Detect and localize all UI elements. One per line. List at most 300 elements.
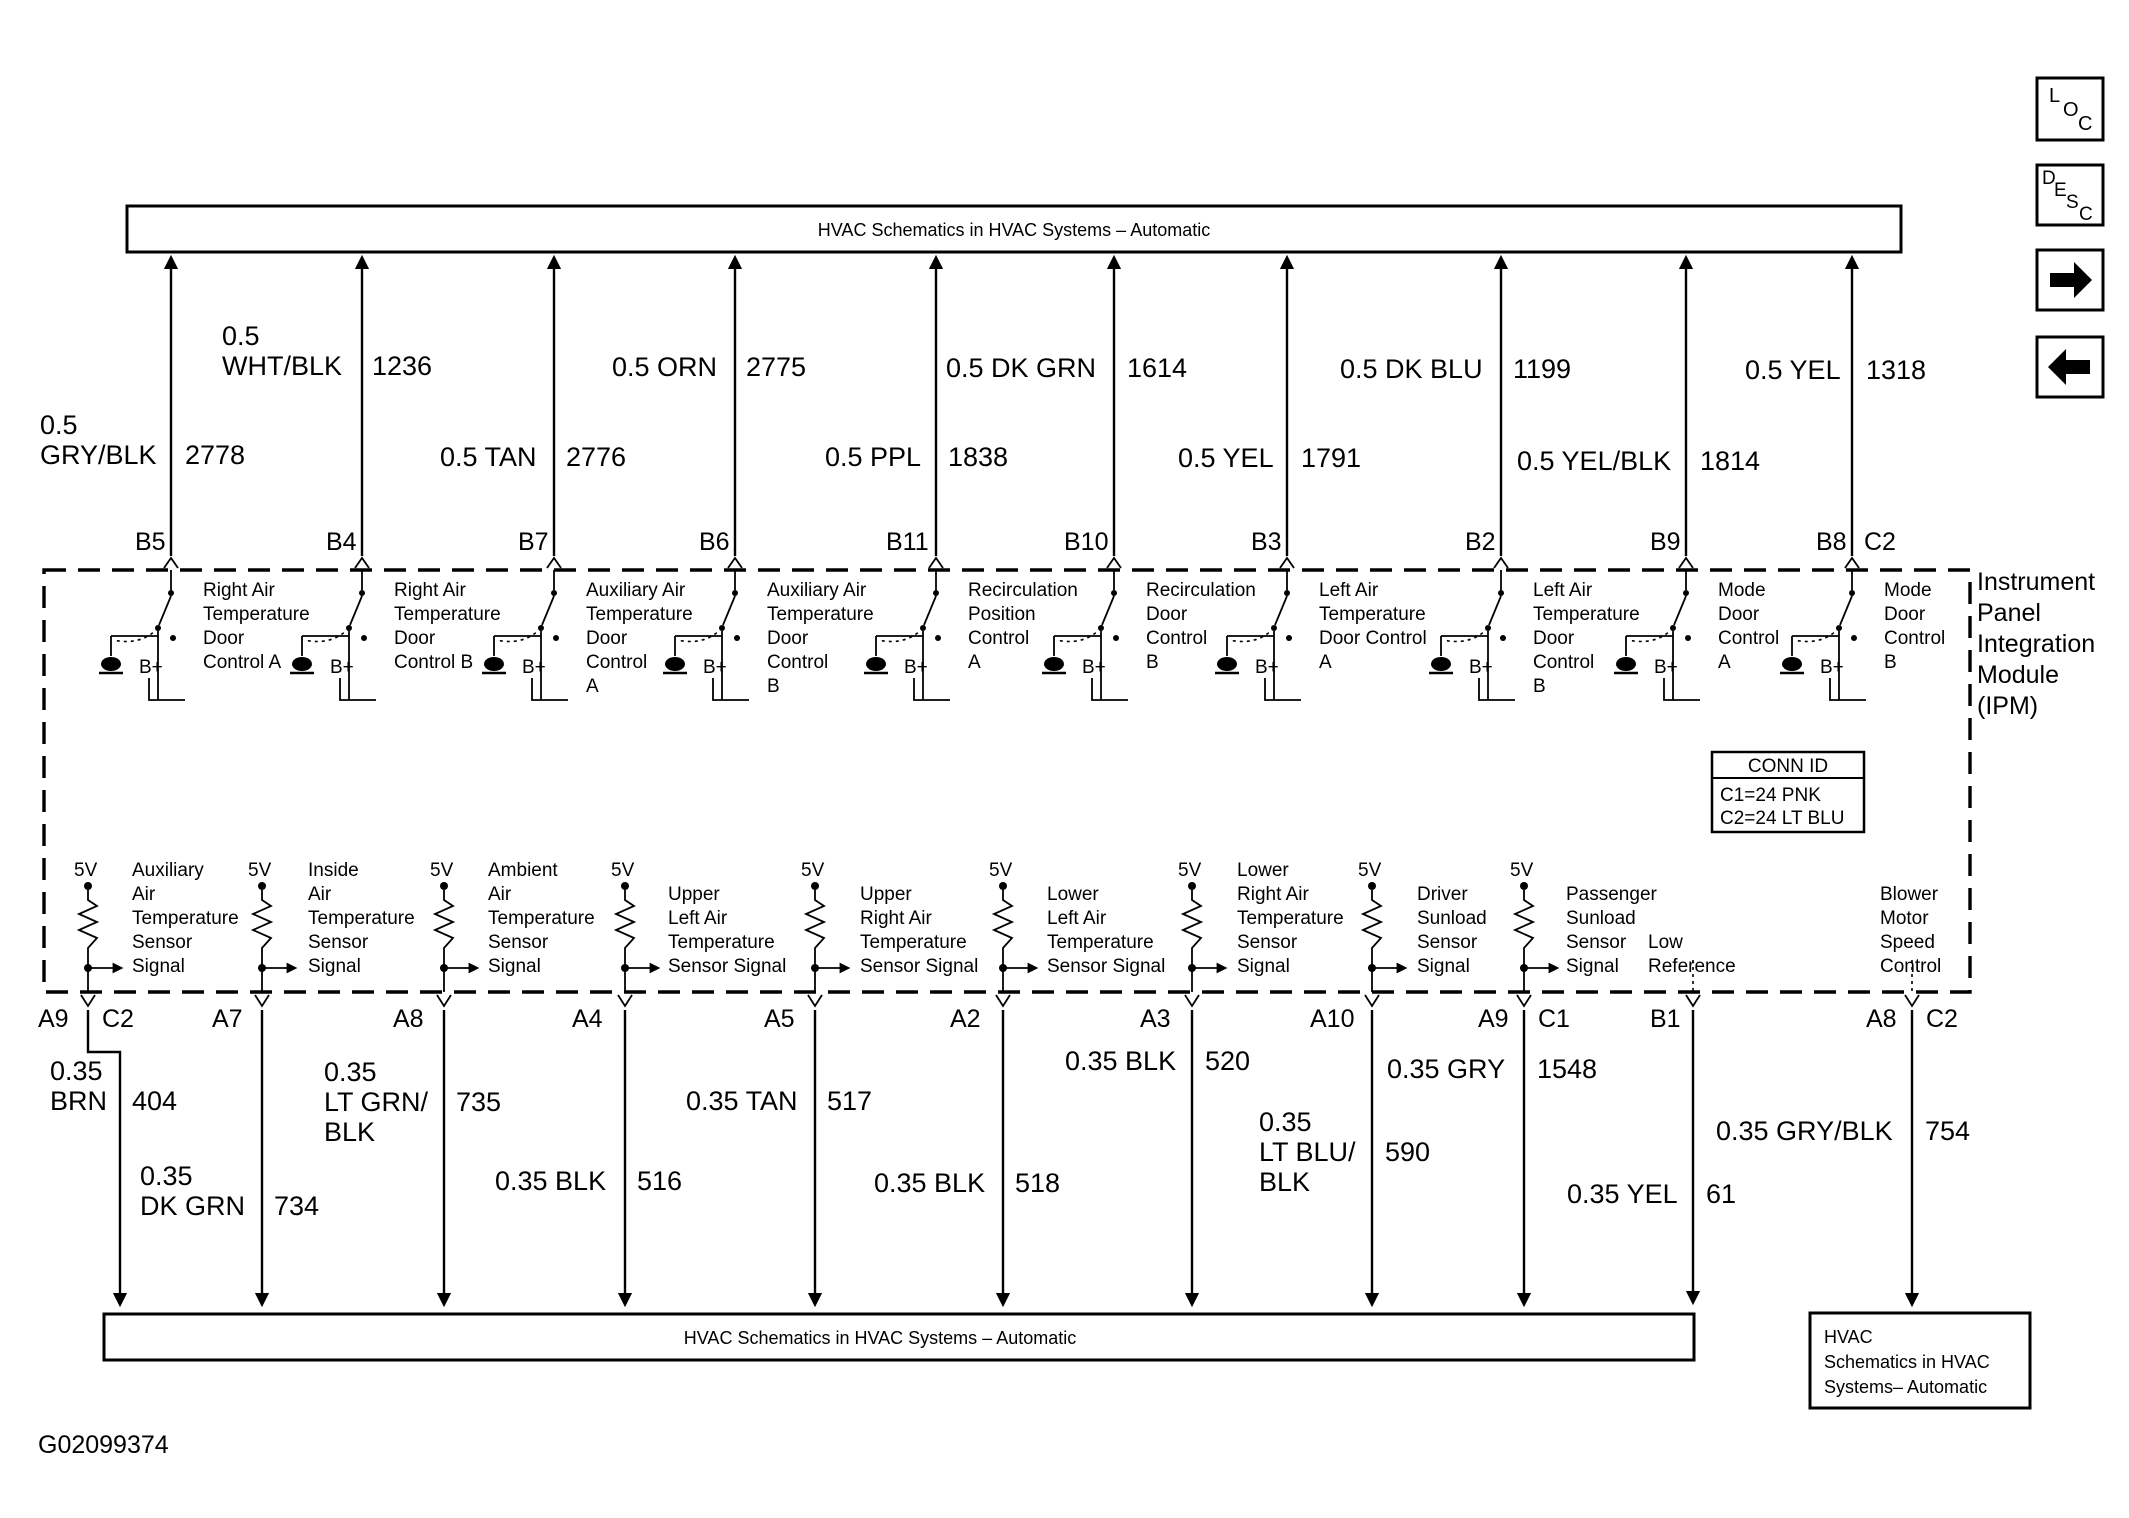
pin-label: A9	[38, 1005, 69, 1033]
function-label: Right Air	[394, 580, 466, 601]
connector-chevron	[1845, 558, 1859, 568]
pin-label: B3	[1251, 528, 1282, 556]
conn-id-box	[1712, 752, 1864, 832]
function-label: Left Air	[1047, 908, 1107, 929]
connector-label: C2	[1926, 1005, 1958, 1033]
pin-label: B8	[1816, 528, 1847, 556]
ground-icon	[292, 657, 312, 671]
circuit-number: 754	[1925, 1116, 1971, 1146]
function-label: Recirculation	[968, 580, 1078, 601]
switch-contact-2	[935, 635, 941, 641]
connector-chevron	[255, 995, 269, 1006]
function-label: Sensor	[308, 932, 369, 953]
switch-blade	[159, 596, 171, 625]
ground-icon	[1782, 657, 1802, 671]
switch-contact-2	[1113, 635, 1119, 641]
function-label: Door Control	[1319, 628, 1427, 649]
wire-color-label: 0.35 BLK	[874, 1168, 986, 1198]
function-label: Signal	[488, 956, 541, 977]
bottom-hvac-schematics-link[interactable]	[104, 1314, 1694, 1360]
function-label: Mode	[1718, 580, 1766, 601]
function-label: Signal	[132, 956, 185, 977]
ground-icon	[1044, 657, 1064, 671]
ground-icon	[1616, 657, 1636, 671]
power-loop	[340, 678, 376, 700]
power-loop	[914, 678, 950, 700]
ground-icon	[665, 657, 685, 671]
function-label: Reference	[1648, 956, 1736, 977]
top-hvac-schematics-link[interactable]	[127, 206, 1901, 252]
wire-color-label: 0.35 GRY/BLK	[1716, 1116, 1893, 1146]
wire-color-label: 0.5 DK BLU	[1340, 354, 1483, 384]
ground-icon	[101, 657, 121, 671]
function-label: Temperature	[132, 908, 239, 929]
bottom-circuit-a8-c2	[1716, 884, 1970, 1300]
switch-link	[1794, 628, 1839, 642]
ref-node	[440, 882, 448, 890]
ipm-label-line-5: (IPM)	[1977, 692, 2039, 720]
conn-id-line-1: C1=24 PNK	[1720, 785, 1821, 806]
connector-chevron	[81, 995, 95, 1006]
bottom-bus-label: HVAC Schematics in HVAC Systems – Automatic	[683, 1328, 1077, 1348]
resistor-icon	[79, 890, 97, 968]
top-circuit-b11	[825, 262, 1078, 700]
pin-label: A2	[950, 1005, 981, 1033]
connector-chevron	[1905, 995, 1919, 1006]
pin-label: B10	[1064, 528, 1109, 556]
switch-contact-2	[1286, 635, 1292, 641]
function-label: Control	[968, 628, 1030, 649]
side-box-line-2: Schematics in HVAC	[1824, 1352, 1990, 1372]
switch-contact	[359, 590, 365, 596]
ref-node	[999, 882, 1007, 890]
function-label: Motor	[1880, 908, 1929, 929]
power-label: B+	[703, 657, 727, 678]
switch-link	[113, 628, 158, 642]
wire-color-label: WHT/BLK	[222, 351, 343, 381]
wire-color-label: 0.35	[1259, 1107, 1312, 1137]
power-loop	[1479, 678, 1515, 700]
function-label: Door	[1146, 604, 1188, 625]
circuit-number: 1236	[372, 351, 433, 381]
wire-color-label: 0.35	[324, 1057, 377, 1087]
circuit-number: 1838	[948, 442, 1009, 472]
wire-color-label: LT BLU/	[1259, 1137, 1356, 1167]
function-label: Temperature	[203, 604, 310, 625]
switch-contact	[1498, 590, 1504, 596]
function-label: Temperature	[308, 908, 415, 929]
power-label: B+	[1820, 657, 1844, 678]
connector-chevron	[1365, 995, 1379, 1006]
loc-letter-o: O	[2063, 99, 2079, 121]
desc-button[interactable]	[2037, 165, 2103, 225]
pin-label: B4	[326, 528, 357, 556]
connector-chevron	[1517, 995, 1531, 1006]
function-label: A	[586, 676, 599, 697]
resistor-icon	[994, 890, 1012, 968]
function-label: Temperature	[767, 604, 874, 625]
circuit-number: 517	[827, 1086, 873, 1116]
function-label: Right Air	[1237, 884, 1309, 905]
switch-blade	[542, 596, 554, 625]
function-label: Control B	[394, 652, 474, 673]
connector-label: C2	[1864, 528, 1896, 556]
power-label: B+	[1469, 657, 1493, 678]
ground-icon	[484, 657, 504, 671]
pin-label: A4	[572, 1005, 603, 1033]
circuit-number: 404	[132, 1086, 178, 1116]
ref-node	[84, 882, 92, 890]
ipm-label-line-2: Panel	[1977, 599, 2041, 627]
connector-chevron	[996, 995, 1010, 1006]
switch-contact	[732, 590, 738, 596]
function-label: Door	[203, 628, 245, 649]
bottom-circuit-a5	[686, 860, 978, 1300]
function-label: Recirculation	[1146, 580, 1256, 601]
function-label: Sunload	[1566, 908, 1636, 929]
switch-blade	[1102, 596, 1114, 625]
function-label: Signal	[1566, 956, 1619, 977]
function-label: Sensor Signal	[668, 956, 787, 977]
function-label: Control	[1718, 628, 1780, 649]
function-label: Upper	[860, 884, 912, 905]
function-label: A	[968, 652, 981, 673]
figure-id: G02099374	[38, 1431, 169, 1459]
switch-blade	[1275, 596, 1287, 625]
wire-line	[88, 1010, 120, 1300]
wire-color-label: 0.5	[40, 410, 78, 440]
function-label: B	[1146, 652, 1159, 673]
pin-label: A9	[1478, 1005, 1509, 1033]
wire-color-label: BRN	[50, 1086, 108, 1116]
switch-blade	[723, 596, 735, 625]
ref-node	[811, 882, 819, 890]
resistor-icon	[435, 890, 453, 968]
function-label: Temperature	[668, 932, 775, 953]
loc-letter-l: L	[2049, 85, 2061, 107]
power-loop	[713, 678, 749, 700]
function-label: Temperature	[860, 932, 967, 953]
function-label: Control	[1880, 956, 1942, 977]
ref-voltage-label: 5V	[74, 860, 98, 881]
power-label: B+	[1082, 657, 1106, 678]
switch-contact	[168, 590, 174, 596]
side-box-line-1: HVAC	[1824, 1327, 1873, 1347]
switch-contact	[933, 590, 939, 596]
function-label: Right Air	[860, 908, 932, 929]
switch-contact-2	[553, 635, 559, 641]
circuit-number: 1199	[1513, 354, 1572, 384]
circuit-number: 1791	[1301, 443, 1362, 473]
connector-chevron	[1494, 558, 1508, 568]
function-label: Lower	[1237, 860, 1289, 881]
circuit-number: 1814	[1700, 446, 1761, 476]
switch-link	[1443, 628, 1488, 642]
resistor-icon	[616, 890, 634, 968]
function-label: Door	[1718, 604, 1760, 625]
wire-color-label: 0.5	[222, 321, 260, 351]
ref-node	[1368, 882, 1376, 890]
wire-color-label: 0.35 TAN	[686, 1086, 798, 1116]
power-loop	[1664, 678, 1700, 700]
loc-button[interactable]	[2037, 78, 2103, 140]
wire-color-label: 0.35 GRY	[1387, 1054, 1506, 1084]
pin-label: A3	[1140, 1005, 1171, 1033]
resistor-icon	[806, 890, 824, 968]
function-label: A	[1718, 652, 1731, 673]
connector-chevron	[1107, 558, 1121, 568]
function-label: Left Air	[668, 908, 728, 929]
ref-node	[258, 882, 266, 890]
ref-node	[621, 882, 629, 890]
bottom-circuit-b1	[1567, 932, 1736, 1298]
function-label: Position	[968, 604, 1036, 625]
circuit-number: 2778	[185, 440, 246, 470]
power-loop	[532, 678, 568, 700]
function-label: Temperature	[1047, 932, 1154, 953]
ref-node	[1520, 882, 1528, 890]
ref-node	[1188, 882, 1196, 890]
wire-color-label: GRY/BLK	[40, 440, 157, 470]
connector-chevron	[1280, 558, 1294, 568]
ref-voltage-label: 5V	[989, 860, 1013, 881]
switch-contact	[1111, 590, 1117, 596]
function-label: Sensor	[1237, 932, 1298, 953]
function-label: A	[1319, 652, 1332, 673]
function-label: Door	[1884, 604, 1926, 625]
connector-chevron	[929, 558, 943, 568]
switch-link	[677, 628, 722, 642]
power-label: B+	[330, 657, 354, 678]
function-label: Sensor Signal	[1047, 956, 1166, 977]
switch-contact-2	[361, 635, 367, 641]
switch-contact-2	[1685, 635, 1691, 641]
ipm-label	[1977, 568, 2095, 720]
wire-color-label: LT GRN/	[324, 1087, 429, 1117]
pin-label: B7	[518, 528, 549, 556]
function-label: Sensor Signal	[860, 956, 979, 977]
top-circuit-b4	[222, 262, 501, 700]
ref-voltage-label: 5V	[801, 860, 825, 881]
top-circuit-b6	[612, 262, 874, 700]
pin-label: B11	[886, 528, 929, 556]
pin-label: B6	[699, 528, 730, 556]
function-label: Mode	[1884, 580, 1932, 601]
function-label: Sensor	[1417, 932, 1478, 953]
function-label: Temperature	[586, 604, 693, 625]
ipm-label-line-4: Module	[1977, 661, 2059, 689]
conn-id-line-2: C2=24 LT BLU	[1720, 808, 1845, 829]
function-label: Door	[767, 628, 809, 649]
prev-button[interactable]	[2037, 337, 2103, 397]
switch-blade	[924, 596, 936, 625]
wire-color-label: 0.35 YEL	[1567, 1179, 1678, 1209]
bottom-circuit-a9-c2	[38, 860, 239, 1300]
pin-label: B1	[1650, 1005, 1681, 1033]
function-label: Low	[1648, 932, 1683, 953]
wire-color-label: 0.5 YEL	[1178, 443, 1274, 473]
wire-color-label: 0.5 TAN	[440, 442, 537, 472]
power-loop	[1830, 678, 1866, 700]
top-circuit-b5	[40, 262, 310, 700]
switch-link	[1056, 628, 1101, 642]
ground-icon	[866, 657, 886, 671]
circuit-number: 2775	[746, 352, 807, 382]
conn-id-title: CONN ID	[1747, 756, 1829, 777]
switch-link	[1229, 628, 1274, 642]
function-label: Control	[1146, 628, 1208, 649]
function-label: Signal	[308, 956, 361, 977]
pin-label: B9	[1650, 528, 1681, 556]
loc-letter-c: C	[2078, 113, 2093, 135]
function-label: Air	[488, 884, 512, 905]
function-label: Signal	[1417, 956, 1470, 977]
switch-blade	[1674, 596, 1686, 625]
side-hvac-schematics-link[interactable]	[1810, 1313, 2030, 1408]
power-label: B+	[1255, 657, 1279, 678]
switch-contact-2	[734, 635, 740, 641]
function-label: Driver	[1417, 884, 1468, 905]
function-label: Inside	[308, 860, 359, 881]
ref-voltage-label: 5V	[611, 860, 635, 881]
function-label: Upper	[668, 884, 720, 905]
desc-letter-e: E	[2054, 180, 2067, 201]
circuit-number: 735	[456, 1087, 502, 1117]
pin-label: B2	[1465, 528, 1496, 556]
switch-blade	[350, 596, 362, 625]
ref-voltage-label: 5V	[248, 860, 272, 881]
connector-label: C2	[102, 1005, 134, 1033]
connector-chevron	[164, 558, 178, 568]
function-label: Control	[586, 652, 648, 673]
function-label: Control	[767, 652, 829, 673]
connector-label: C1	[1538, 1005, 1570, 1033]
power-loop	[1265, 678, 1301, 700]
top-circuit-b7	[440, 262, 693, 700]
function-label: Auxiliary Air	[767, 580, 867, 601]
connector-chevron	[437, 995, 451, 1006]
function-label: Right Air	[203, 580, 275, 601]
function-label: Air	[132, 884, 156, 905]
ground-icon	[1217, 657, 1237, 671]
desc-letter-c: C	[2079, 204, 2093, 225]
switch-contact-2	[170, 635, 176, 641]
power-label: B+	[139, 657, 163, 678]
top-circuits	[40, 262, 1945, 700]
function-label: Temperature	[1237, 908, 1344, 929]
switch-link	[496, 628, 541, 642]
circuit-number: 516	[637, 1166, 683, 1196]
function-label: Sensor	[132, 932, 193, 953]
desc-letter-d: D	[2042, 168, 2056, 189]
connector-chevron	[808, 995, 822, 1006]
power-label: B+	[904, 657, 928, 678]
resistor-icon	[1183, 890, 1201, 968]
function-label: Temperature	[1319, 604, 1426, 625]
switch-contact-2	[1851, 635, 1857, 641]
side-box-line-3: Systems– Automatic	[1824, 1377, 1988, 1397]
function-label: Left Air	[1533, 580, 1593, 601]
ground-icon	[1431, 657, 1451, 671]
connector-chevron	[728, 558, 742, 568]
circuit-number: 61	[1706, 1179, 1737, 1209]
desc-letter-s: S	[2066, 192, 2079, 213]
pin-label: A8	[1866, 1005, 1897, 1033]
switch-contact-2	[1500, 635, 1506, 641]
connector-chevron	[1686, 995, 1700, 1006]
next-button[interactable]	[2037, 250, 2103, 310]
circuit-number: 1318	[1866, 355, 1927, 385]
function-label: Sunload	[1417, 908, 1487, 929]
wire-color-label: 0.5 DK GRN	[946, 353, 1097, 383]
circuit-number: 1548	[1537, 1054, 1598, 1084]
pin-label: A5	[764, 1005, 795, 1033]
switch-contact	[1284, 590, 1290, 596]
wire-color-label: 0.35 BLK	[495, 1166, 607, 1196]
ref-voltage-label: 5V	[1178, 860, 1202, 881]
wire-color-label: DK GRN	[140, 1191, 246, 1221]
function-label: Sensor	[488, 932, 549, 953]
function-label: Sensor	[1566, 932, 1627, 953]
circuit-number: 520	[1205, 1046, 1251, 1076]
function-label: B	[1884, 652, 1897, 673]
function-label: Temperature	[488, 908, 595, 929]
power-label: B+	[1654, 657, 1678, 678]
wire-color-label: 0.35	[50, 1056, 103, 1086]
circuit-number: 518	[1015, 1168, 1061, 1198]
resistor-icon	[1515, 890, 1533, 968]
function-label: Door	[394, 628, 436, 649]
wire-color-label: 0.35	[140, 1161, 193, 1191]
switch-link	[878, 628, 923, 642]
function-label: Signal	[1237, 956, 1290, 977]
function-label: Temperature	[394, 604, 501, 625]
resistor-icon	[1363, 890, 1381, 968]
function-label: Passenger	[1566, 884, 1657, 905]
ipm-label-line-1: Instrument	[1977, 568, 2096, 596]
function-label: Left Air	[1319, 580, 1379, 601]
circuit-number: 1614	[1127, 353, 1188, 383]
power-loop	[1092, 678, 1128, 700]
wire-color-label: 0.5 YEL	[1745, 355, 1841, 385]
function-label: Blower	[1880, 884, 1939, 905]
ref-voltage-label: 5V	[430, 860, 454, 881]
switch-link	[304, 628, 349, 642]
pin-label: A7	[212, 1005, 243, 1033]
switch-link	[1628, 628, 1673, 642]
switch-blade	[1489, 596, 1501, 625]
switch-contact	[1683, 590, 1689, 596]
function-label: B	[1533, 676, 1546, 697]
wire-color-label: 0.5 PPL	[825, 442, 922, 472]
pin-label: A8	[393, 1005, 424, 1033]
top-circuit-b3	[1178, 262, 1427, 700]
bottom-circuit-a3	[1065, 860, 1344, 1300]
circuit-number: 590	[1385, 1137, 1431, 1167]
wire-color-label: BLK	[1259, 1167, 1311, 1197]
switch-contact	[1849, 590, 1855, 596]
wire-color-label: BLK	[324, 1117, 376, 1147]
connector-chevron	[355, 558, 369, 568]
bottom-circuits	[38, 860, 1970, 1300]
wire-color-label: 0.5 ORN	[612, 352, 718, 382]
function-label: Ambient	[488, 860, 558, 881]
ref-voltage-label: 5V	[1358, 860, 1382, 881]
power-loop	[149, 678, 185, 700]
function-label: Auxiliary Air	[586, 580, 686, 601]
resistor-icon	[253, 890, 271, 968]
connector-chevron	[547, 558, 561, 568]
